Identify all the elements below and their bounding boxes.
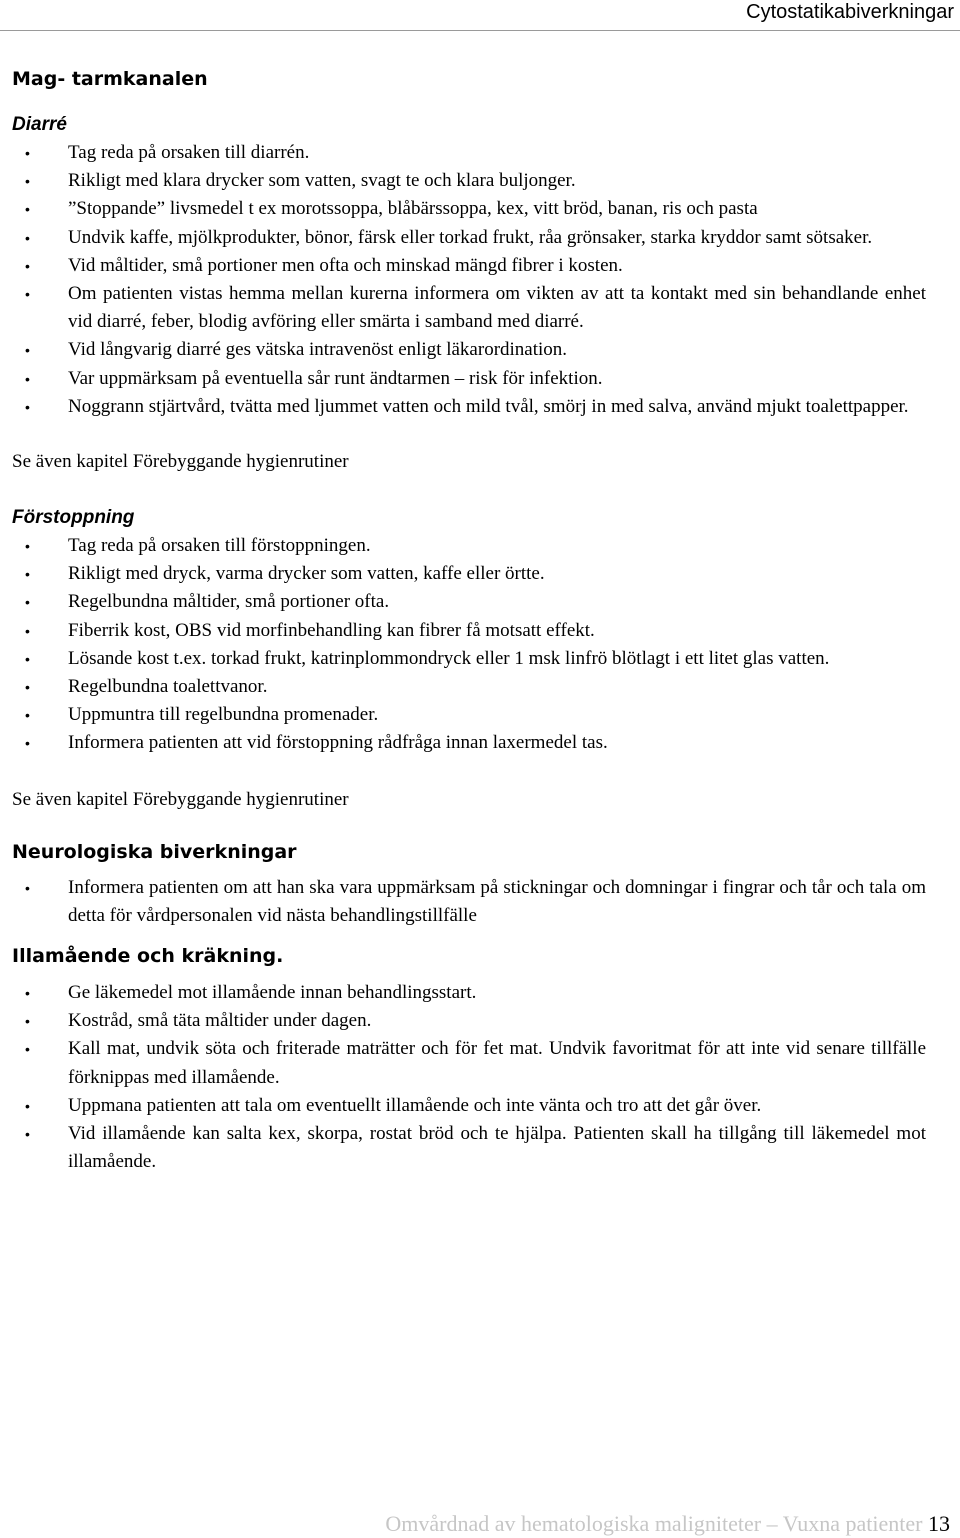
list-item: • Regelbundna toalettvanor. xyxy=(12,673,926,701)
bullet-icon: • xyxy=(25,1041,30,1058)
see-also-reference: Se även kapitel Förebyggande hygienrutiner xyxy=(12,451,349,473)
bullet-icon: • xyxy=(25,370,30,387)
list-item: • Kostråd, små täta måltider under dagen. xyxy=(12,1007,926,1035)
list-item: • Rikligt med klara drycker som vatten, svagt te och klara buljonger. xyxy=(12,167,926,195)
forstoppning-list xyxy=(12,532,926,758)
bullet-icon: • xyxy=(25,650,30,667)
section-heading-mag-tarmkanalen: Mag- tarmkanalen xyxy=(12,68,208,90)
bullet-icon: • xyxy=(25,342,30,359)
bullet-icon: • xyxy=(25,622,30,639)
list-item: • Vid illamående kan salta kex, skorpa, rostat bröd och te hjälpa. Patienten skall ha tillgång till läkemedel mot illamående. xyxy=(12,1120,926,1176)
bullet-icon: • xyxy=(25,257,30,274)
footer-title: Omvårdnad av hematologiska maligniteter – Vuxna patienter xyxy=(385,1511,923,1536)
bullet-icon: • xyxy=(25,229,30,246)
section-heading-illamaende: Illamående och kräkning. xyxy=(12,945,284,968)
list-item: • Kall mat, undvik söta och friterade maträtter och för fet mat. Undvik favoritmat för att inte vid senare tillfälle förknippas med illamående. xyxy=(12,1035,926,1091)
list-item: • Lösande kost t.ex. torkad frukt, katrinplommondryck eller 1 msk linfrö blötlagt i ett litet glas vatten. xyxy=(12,645,926,673)
diarre-list xyxy=(12,139,926,421)
header-divider xyxy=(0,30,960,31)
list-item: • Om patienten vistas hemma mellan kurerna informera om vikten av att ta kontakt med sin behandlande enhet vid diarré, feber, blodig avföring eller smärta i samband med diarré. xyxy=(12,280,926,336)
bullet-icon: • xyxy=(25,879,30,896)
list-item: • Noggrann stjärtvård, tvätta med ljummet vatten och mild tvål, smörj in med salva, använd mjukt toalettpapper. xyxy=(12,393,926,421)
bullet-icon: • xyxy=(25,173,30,190)
list-item: • Var uppmärksam på eventuella sår runt ändtarmen – risk för infektion. xyxy=(12,365,926,393)
page-footer xyxy=(385,1510,950,1538)
bullet-icon: • xyxy=(25,286,30,303)
subheading-diarre: Diarré xyxy=(12,114,67,135)
bullet-icon: • xyxy=(25,707,30,724)
page-number: 13 xyxy=(928,1511,950,1536)
bullet-icon: • xyxy=(25,735,30,752)
list-item: • Rikligt med dryck, varma drycker som vatten, kaffe eller örtte. xyxy=(12,560,926,588)
bullet-icon: • xyxy=(25,985,30,1002)
bullet-icon: • xyxy=(25,201,30,218)
list-item: • Tag reda på orsaken till förstoppningen. xyxy=(12,532,926,560)
bullet-icon: • xyxy=(25,1097,30,1114)
illamaende-list xyxy=(12,979,926,1176)
list-item: • Uppmuntra till regelbundna promenader. xyxy=(12,701,926,729)
running-header: Cytostatikabiverkningar xyxy=(746,1,954,23)
bullet-icon: • xyxy=(25,398,30,415)
list-item: • Fiberrik kost, OBS vid morfinbehandling kan fibrer få motsatt effekt. xyxy=(12,617,926,645)
list-item: • Informera patienten att vid förstoppning rådfråga innan laxermedel tas. xyxy=(12,729,926,757)
bullet-icon: • xyxy=(25,679,30,696)
list-item: • Informera patienten om att han ska vara uppmärksam på stickningar och domningar i fingrar och tår och tala om detta för vårdpersonalen vid nästa behandlingstillfälle xyxy=(12,874,926,930)
list-item: • Ge läkemedel mot illamående innan behandlingsstart. xyxy=(12,979,926,1007)
neuro-list xyxy=(12,874,926,930)
list-item: • Vid långvarig diarré ges vätska intravenöst enligt läkarordination. xyxy=(12,336,926,364)
list-item: • Uppmana patienten att tala om eventuellt illamående och inte vänta och tro att det går över. xyxy=(12,1092,926,1120)
subheading-forstoppning: Förstoppning xyxy=(12,507,135,529)
bullet-icon: • xyxy=(25,1126,30,1143)
list-item: • ”Stoppande” livsmedel t ex morotssoppa, blåbärssoppa, kex, vitt bröd, banan, ris och pasta xyxy=(12,195,926,223)
bullet-icon: • xyxy=(25,594,30,611)
bullet-icon: • xyxy=(25,1013,30,1030)
bullet-icon: • xyxy=(25,566,30,583)
list-item: • Undvik kaffe, mjölkprodukter, bönor, färsk eller torkad frukt, råa grönsaker, starka kryddor samt sötsaker. xyxy=(12,224,926,252)
list-item: • Vid måltider, små portioner men ofta och minskad mängd fibrer i kosten. xyxy=(12,252,926,280)
list-item: • Regelbundna måltider, små portioner ofta. xyxy=(12,588,926,616)
list-item: • Tag reda på orsaken till diarrén. xyxy=(12,139,926,167)
bullet-icon: • xyxy=(25,538,30,555)
bullet-icon: • xyxy=(25,145,30,161)
document-body xyxy=(12,65,926,1176)
section-heading-neurologiska: Neurologiska biverkningar xyxy=(12,840,297,863)
see-also-reference: Se även kapitel Förebyggande hygienrutiner xyxy=(12,788,349,810)
